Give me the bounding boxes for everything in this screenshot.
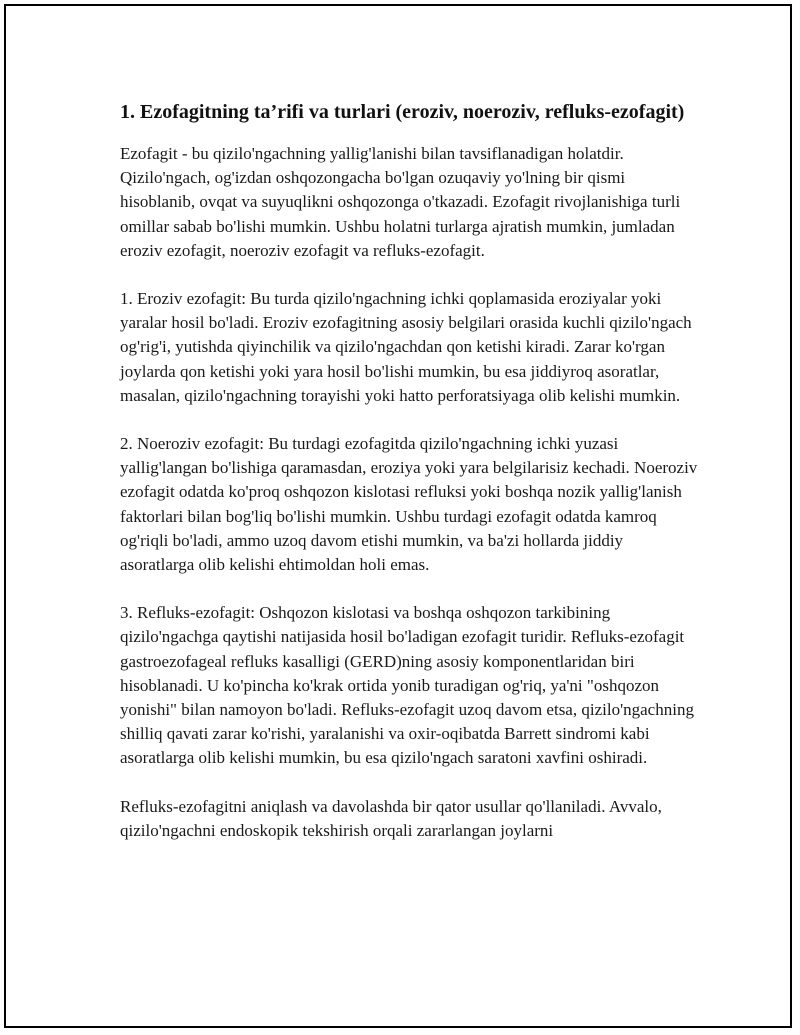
document-body [120, 98, 700, 867]
paragraph-eroziv: 1. Eroziv ezofagit: Bu turda qizilo'ngachning ichki qoplamasida eroziyalar yoki yaralar hosil bo'ladi. Eroziv ezofagitning asosiy belgilari orasida kuchli qizilo'ngach og'rig'i, yutishda qiyinchilik va qizilo'ngachdan qon ketishi kiradi. Zarar ko'rgan joylarda qon ketishi yoki yara hosil bo'lishi mumkin, bu esa jiddiyroq asoratlar, masalan, qizilo'ngachning torayishi yoki hatto perforatsiyaga olib kelishi mumkin. [120, 289, 692, 405]
paragraph-diagnosis: Refluks-ezofagitni aniqlash va davolashda bir qator usullar qo'llaniladi. Avvalo, qizilo'ngachni endoskopik tekshirish orqali zararlangan joylarni [120, 796, 662, 840]
section-heading: 1. Ezofagitning ta’rifi va turlari (eroziv, noeroziv, refluks-ezofagit) [120, 101, 685, 123]
paragraph-intro: Ezofagit - bu qizilo'ngachning yallig'lanishi bilan tavsiflanadigan holatdir. Qizilo'ngach, og'izdan oshqozongacha bo'lgan ozuqaviy yo'lning bir qismi hisoblanib, ovqat va suyuqlikni oshqozonga o'tkazadi. Ezofagit rivojlanishiga turli omillar sabab bo'lishi mumkin. Ushbu holatni turlarga ajratish mumkin, jumladan eroziv ezofagit, noeroziv ezofagit va refluks-ezofagit. [120, 144, 681, 260]
paragraph-refluks: 3. Refluks-ezofagit: Oshqozon kislotasi va boshqa oshqozon tarkibining qizilo'ngachga qaytishi natijasida hosil bo'ladigan ezofagit turidir. Refluks-ezofagit gastroezofageal refluks kasalligi (GERD)ning asosiy komponentlaridan biri hisoblanadi. U ko'pincha ko'krak ortida yonib turadigan og'riq, ya'ni "oshqozon yonishi" bilan namoyon bo'ladi. Refluks-ezofagit uzoq davom etsa, qizilo'ngachning shilliq qavati zarar ko'rishi, yaralanishi va oxir-oqibatda Barrett sindromi kabi asoratlarga olib kelishi mumkin, bu esa qizilo'ngach saratoni xavfini oshiradi. [120, 603, 694, 768]
page-frame [4, 4, 792, 1028]
paragraph-noeroziv: 2. Noeroziv ezofagit: Bu turdagi ezofagitda qizilo'ngachning ichki yuzasi yallig'langan bo'lishiga qaramasdan, eroziya yoki yara belgilarisiz kechadi. Noeroziv ezofagit odatda ko'proq oshqozon kislotasi refluksi yoki boshqa nozik yallig'lanish faktorlari bilan bog'liq bo'lishi mumkin. Ushbu turdagi ezofagit odatda kamroq og'riqli bo'ladi, ammo uzoq davom etishi mumkin, va ba'zi hollarda jiddiy asoratlarga olib kelishi ehtimoldan holi emas. [120, 434, 698, 575]
